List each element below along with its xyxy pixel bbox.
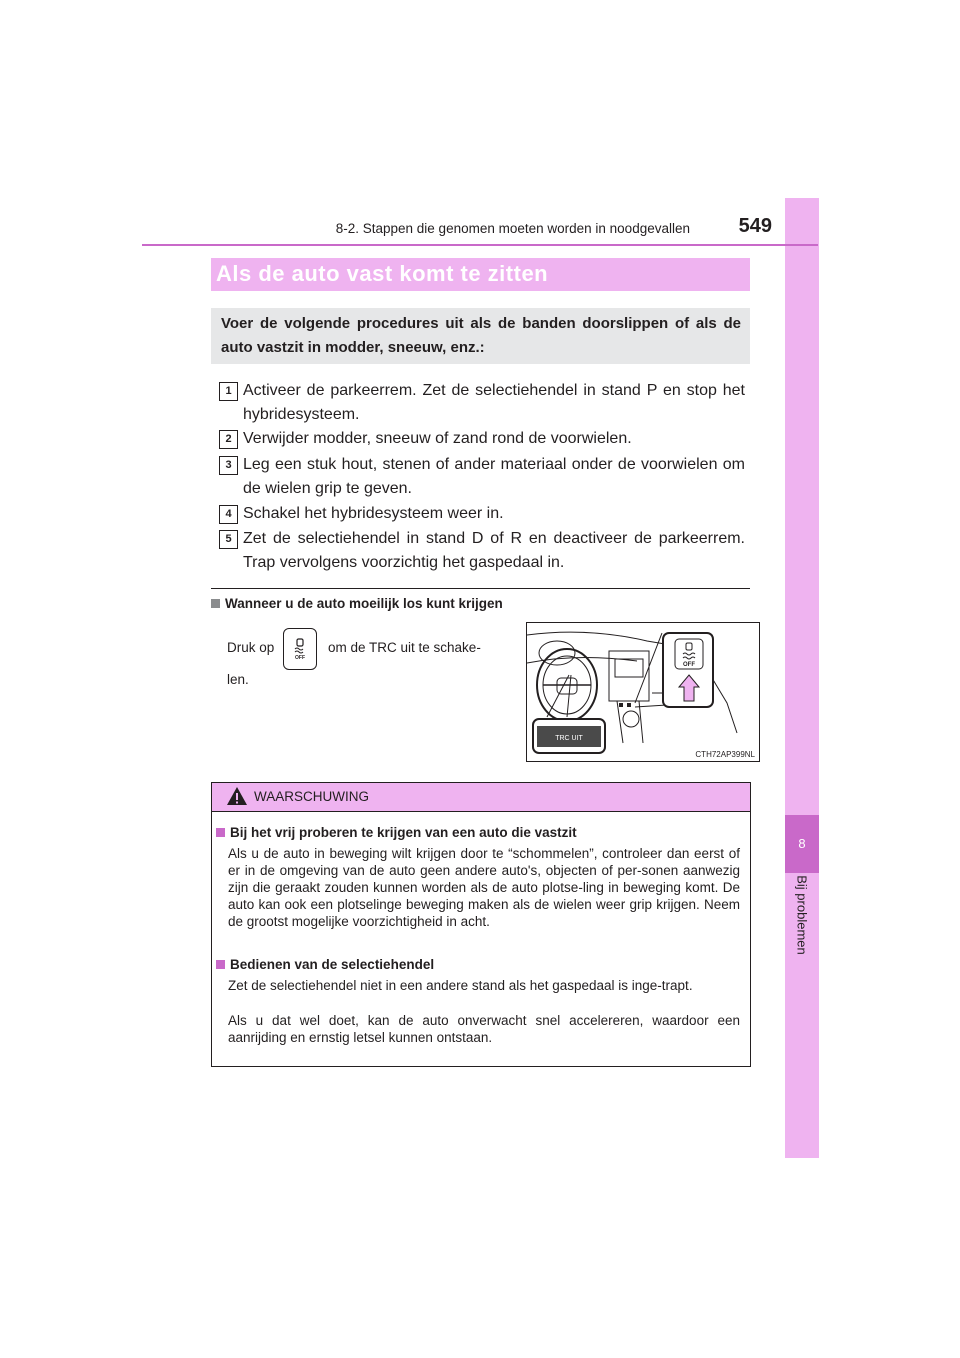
- warning-item-text-2: Zet de selectiehendel niet in een andere stand als het gaspedaal is inge-trapt.: [228, 978, 693, 993]
- step-number-2: 2: [219, 430, 238, 449]
- step-text-5: Zet de selectiehendel in stand D of R en deactiveer de parkeerrem. Trap vervolgens voorzichtig het gaspedaal in.: [243, 530, 745, 571]
- warning-item-heading-1: Bij het vrij proberen te krijgen van een auto die vastzit: [216, 825, 577, 840]
- section-divider: [211, 588, 750, 589]
- step-number-1: 1: [219, 382, 238, 401]
- square-bullet-icon: [216, 828, 225, 837]
- trc-off-button-icon: [283, 628, 317, 670]
- tip-text-before: Druk op: [227, 640, 275, 655]
- step-number-4: 4: [219, 505, 238, 524]
- tip-text-after: om de TRC uit te schake-: [328, 640, 481, 655]
- warning-item-heading-2: Bedienen van de selectiehendel: [216, 957, 434, 972]
- step-text-4: Schakel het hybridesysteem weer in.: [243, 505, 504, 522]
- figure-trc-label: TRC UIT: [555, 735, 583, 742]
- tip-text-end: len.: [227, 672, 249, 687]
- step-number-3: 3: [219, 456, 238, 475]
- page-title: Als de auto vast komt te zitten: [216, 261, 549, 286]
- page-number: 549: [738, 215, 772, 237]
- intro-text: Voer de volgende procedures uit als de banden doorslippen of als de auto vastzit in modder, sneeuw, enz.:: [221, 315, 741, 356]
- side-tab-strip: [785, 198, 819, 1158]
- warning-title: WAARSCHUWING: [254, 789, 369, 804]
- button-off-label: OFF: [295, 655, 305, 661]
- warning-item-text-1: Als u de auto in beweging wilt krijgen door te “schommelen”, controleer dan eerst of er in de omgeving van de auto geen andere auto's, objecten of per-sonen aanwezig zijn die geraakt zouden kunnen worden als de auto plotse-ling in beweging komt. De auto kan ook een plotselinge beweging maken als de wielen weer grip krijgen. Neem de grootst mogelijke voorzichtigheid in acht.: [228, 846, 740, 929]
- chapter-number: 8: [785, 815, 819, 873]
- step-number-5: 5: [219, 530, 238, 549]
- figure-off-label: OFF: [683, 662, 695, 668]
- step-text-2: Verwijder modder, sneeuw of zand rond de voorwielen.: [243, 430, 632, 447]
- warning-item-text-2b: Als u dat wel doet, kan de auto onverwacht snel accelereren, waardoor een aanrijding en ernstig letsel kunnen ontstaan.: [228, 1013, 740, 1045]
- square-bullet-icon: [211, 599, 220, 608]
- tip-heading: Wanneer u de auto moeilijk los kunt krijgen: [211, 596, 503, 611]
- header-rule: [142, 244, 818, 246]
- dashboard-illustration: [526, 622, 760, 762]
- section-header: 8-2. Stappen die genomen moeten worden in noodgevallen: [335, 221, 690, 236]
- square-bullet-icon: [216, 960, 225, 969]
- warning-triangle-icon: [226, 786, 248, 811]
- step-text-3: Leg een stuk hout, stenen of ander materiaal onder de voorwielen om de wielen grip te geven.: [243, 456, 745, 497]
- figure-code: CTH72AP399NL: [695, 750, 755, 759]
- step-text-1: Activeer de parkeerrem. Zet de selectiehendel in stand P en stop het hybridesysteem.: [243, 382, 745, 423]
